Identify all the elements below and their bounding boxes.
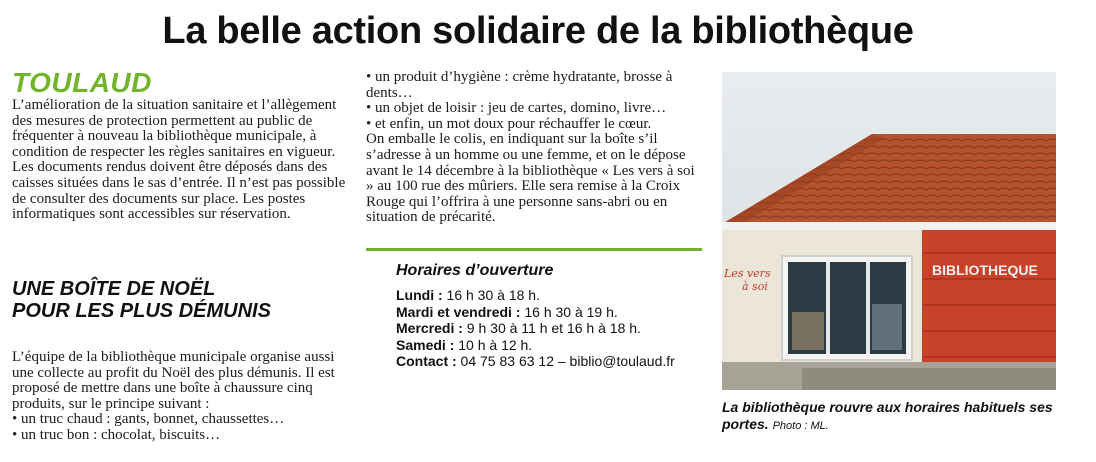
- hours-row: [396, 337, 702, 354]
- hours-value: 10 h à 12 h.: [454, 336, 533, 353]
- wall-script-2: à soi: [742, 280, 768, 293]
- hours-label: Mercredi :: [396, 320, 463, 336]
- hours-label: Mardi et vendredi :: [396, 303, 521, 320]
- library-photo: [722, 72, 1056, 390]
- bullet-item: • un truc chaud : gants, bonnet, chaussettes…: [12, 411, 285, 428]
- intro-column: [12, 67, 352, 223]
- bullet-item: • et enfin, un mot doux pour réchauffer le cœur.: [366, 115, 652, 132]
- packaging-paragraph: On emballe le colis, en indiquant sur la boîte s’il s’adresse à un homme ou une femme, et on le dépose avant le 14 décembre à la bibliothèque « Les vers à soi » au 100 rue des mûriers. Elle sera remise à la Croix Rouge qui l’offrira à une personne sans-abri ou en situation de précarité.: [366, 131, 695, 226]
- intro-paragraph: L’amélioration de la situation sanitaire et l’allègement des mesures de protection permettent au public de fréquenter à nouveau la bibliothèque municipale, à condition de respecter les règles sanitaires en vigueur. Les documents rendus doivent être déposés dans des caisses situées dans le sas d’entrée. Il n’est pas possible de consulter des documents sur place. Les postes informatiques sont accessibles sur réservation.: [12, 97, 346, 223]
- hours-row: [396, 353, 702, 370]
- opening-hours-title: Horaires d’ouverture: [396, 262, 554, 279]
- library-building-illustration: [722, 72, 1056, 390]
- headline: La belle action solidaire de la bibliothèque: [162, 10, 914, 52]
- bullet-item: • un produit d’hygiène : crème hydratante, brosse à dents…: [366, 69, 673, 101]
- hours-label: Samedi :: [396, 336, 455, 353]
- hours-row: [396, 304, 702, 321]
- location-kicker: TOULAUD: [12, 67, 152, 98]
- hours-row: [396, 287, 702, 304]
- caption-text: La bibliothèque rouvre aux horaires habituels ses portes.: [722, 399, 1053, 432]
- hours-value: 16 h 30 à 19 h.: [520, 303, 618, 320]
- sign-text: BIBLIOTHEQUE: [932, 262, 1038, 278]
- collect-column: [12, 350, 352, 444]
- second-column: [366, 70, 702, 226]
- hours-value: 04 75 83 63 12 – biblio@toulaud.fr: [456, 353, 675, 369]
- wall-script-1: Les vers: [724, 267, 771, 280]
- photo-credit: Photo : ML.: [772, 420, 829, 432]
- hours-label: Contact :: [396, 353, 457, 369]
- photo-caption: [722, 399, 1062, 435]
- hours-row: [396, 320, 702, 337]
- hours-value: 9 h 30 à 11 h et 16 h à 18 h.: [462, 320, 641, 336]
- subhead-line-1: UNE BOÎTE DE NOËL: [12, 278, 216, 300]
- hours-value: 16 h 30 à 18 h.: [442, 287, 540, 303]
- opening-hours-box: [366, 248, 702, 370]
- bullet-item: • un objet de loisir : jeu de cartes, domino, livre…: [366, 100, 667, 117]
- section-subhead: [12, 278, 352, 322]
- subhead-line-2: POUR LES PLUS DÉMUNIS: [12, 300, 271, 322]
- opening-hours-list: [396, 287, 702, 370]
- hours-label: Lundi :: [396, 287, 443, 303]
- collect-paragraph: L’équipe de la bibliothèque municipale organise aussi une collecte au profit du Noël des plus démunis. Il est proposé de mettre dans une boîte à chaussure cinq produits, sur le principe suivant :: [12, 349, 335, 412]
- bullet-item: • un truc bon : chocolat, biscuits…: [12, 426, 221, 443]
